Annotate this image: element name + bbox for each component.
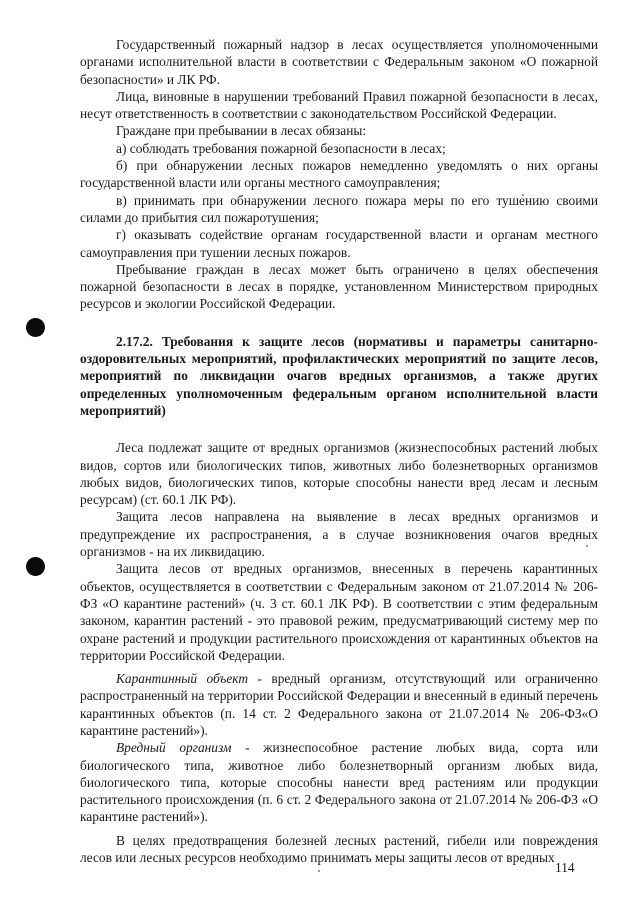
document-body <box>80 36 598 866</box>
paragraph-closing: В целях предотвращения болезней лесных растений, гибели или повреждения лесов или лесных ресурсов необходимо принимать меры защиты лесов от вредных <box>80 832 598 866</box>
paragraph-liability: Лица, виновные в нарушении требований Правил пожарной безопасности в лесах, несут ответственность в соответствии с законодательством Российской Федерации. <box>80 88 598 122</box>
paragraph-restriction: Пребывание граждан в лесах может быть ограничено в целях обеспечения пожарной безопасности в лесах в порядке, установленном Министерством природных ресурсов и экологии Российской Федерации. <box>80 261 598 312</box>
list-item-b: б) при обнаружении лесных пожаров немедленно уведомлять о них органы государственной власти или органы местного самоуправления; <box>80 158 598 191</box>
section-heading: 2.17.2. Требования к защите лесов (нормативы и параметры санитарно-оздоровительных мероприятий, профилактических мероприятий по защите лесов, мероприятий по ликвидации очагов вредных организмов, а также других определенных уполномоченным федеральным органом исполнительной власти мероприятий) <box>80 333 598 418</box>
paragraph-fire-supervision: Государственный пожарный надзор в лесах осуществляется уполномоченными органами исполнительной власти в соответствии с Федеральным законом «О пожарной безопасности» и ЛК РФ. <box>80 37 598 87</box>
definition-text: - жизнеспособное растение любых вида, сорта или биологического типа, животное либо болезнетворный организм любых вида, биологического типа, которые способны нанести вред растениям или продукции растительного происхождения (п. 6 ст. 2 Федерального закона от 21.07.2014 № 206-ФЗ «О карантине растений»). <box>80 740 599 825</box>
paragraph-quarantine: Защита лесов от вредных организмов, внесенных в перечень карантинных объектов, осуществляется в соответствии с Федеральным законом от 21.07.2014 № 206-ФЗ «О карантине растений» (ч. 3 ст. 60.1 ЛК РФ). В соответствии с этим федеральным законом, карантин растений - это правовой режим, предусматривающий систему мер по охране растений и продукции растительного происхождения от карантинных объектов на территории Российской Федерации. <box>80 561 598 663</box>
term-harmful-organism: Вредный организм <box>116 740 232 756</box>
list-item-a: а) соблюдать требования пожарной безопасности в лесах; <box>116 140 446 156</box>
definition-quarantine-object <box>80 670 598 739</box>
punch-hole-top <box>26 318 45 337</box>
definition-text: - вредный организм, отсутствующий или ограниченно распространенный на территории Российской Федерации и внесенный в единый перечень карантинных объектов (п. 14 ст. 2 Федерального закона от 21.07.2014 № 206-ФЗ«О карантине растений»). <box>80 671 598 738</box>
paragraph-protection-aim: Защита лесов направлена на выявление в лесах вредных организмов и предупреждение их распространения, а в случае возникновения очагов вредных организмов - на их ликвидацию. <box>80 509 598 560</box>
definition-harmful-organism <box>80 739 598 825</box>
scan-speck <box>318 870 320 872</box>
punch-hole-bottom <box>26 557 45 576</box>
paragraph-citizens-obligations: Граждане при пребывании в лесах обязаны: <box>116 123 367 139</box>
page-number: 114 <box>555 860 575 875</box>
list-item-v: в) принимать при обнаружении лесного пожара меры по его тушению своими силами до прибытия сил пожаротушения; <box>80 192 598 225</box>
list-item-g: г) оказывать содействие органам государственной власти и органам местного самоуправления при тушении лесных пожаров. <box>80 227 598 260</box>
paragraph-forest-protection: Леса подлежат защите от вредных организмов (жизнеспособных растений любых видов, сортов или биологических типов, животных либо болезнетворных организмов любых видов, биологических типов, которые способны нанести вред лесам и лесным ресурсам) (ст. 60.1 ЛК РФ). <box>80 440 598 508</box>
term-quarantine-object: Карантинный объект <box>116 671 249 687</box>
